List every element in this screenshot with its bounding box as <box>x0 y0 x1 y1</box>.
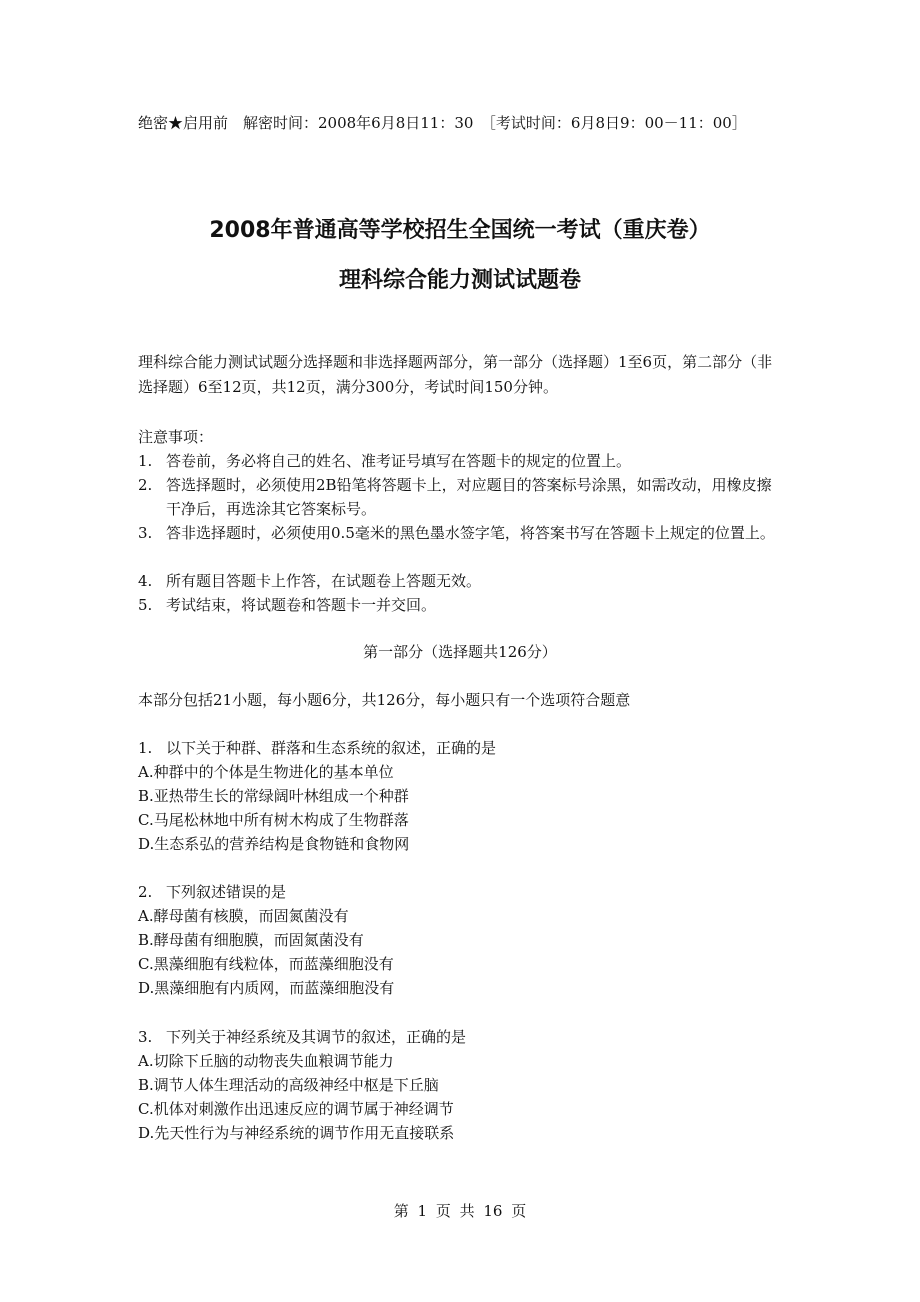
note-text: 答卷前，务必将自己的姓名、准考证号填写在答题卡的规定的位置上。 <box>166 452 632 470</box>
note-number: 5. <box>138 596 153 614</box>
question-2 <box>138 880 784 1000</box>
exam-intro: 理科综合能力测试试题分选择题和非选择题两部分，第一部分（选择题）1至6页，第二部分（非选择题）6至12页，共12页，满分300分，考试时间150分钟。 <box>138 353 773 396</box>
exam-title: 2008年普通高等学校招生全国统一考试（重庆卷） <box>209 218 711 243</box>
note-text: 答选择题时，必须使用2B铅笔将答题卡上，对应题目的答案标号涂黑，如需改动，用橡皮擦干净后，再选涂其它答案标号。 <box>166 476 772 518</box>
note-item <box>138 473 784 521</box>
part1-heading: 第一部分（选择题共126分） <box>363 643 557 661</box>
note-item <box>138 449 784 473</box>
option-b: B.酵母菌有细胞膜，而固氮菌没有 <box>138 931 364 949</box>
page-footer: 第 1 页 共 16 页 <box>393 1202 527 1220</box>
question-number: 1. <box>138 739 153 757</box>
note-item <box>138 521 784 545</box>
part1-description: 本部分包括21小题，每小题6分，共126分，每小题只有一个选项符合题意 <box>138 691 631 709</box>
question-number: 2. <box>138 883 153 901</box>
question-number: 3. <box>138 1028 153 1046</box>
note-text: 考试结束，将试题卷和答题卡一并交回。 <box>166 596 437 614</box>
option-d: D.黑藻细胞有内质网，而蓝藻细胞没有 <box>138 979 395 997</box>
question-1 <box>138 736 784 856</box>
note-number: 1. <box>138 452 153 470</box>
option-a: A.酵母菌有核膜，而固氮菌没有 <box>138 907 349 925</box>
option-d: D.先天性行为与神经系统的调节作用无直接联系 <box>138 1124 455 1142</box>
question-text: 下列叙述错误的是 <box>166 883 287 901</box>
note-number: 2. <box>138 476 153 494</box>
exam-subtitle: 理科综合能力测试试题卷 <box>338 268 581 293</box>
option-c: C.黑藻细胞有线粒体，而蓝藻细胞没有 <box>138 955 394 973</box>
option-c: C.机体对刺激作出迅速反应的调节属于神经调节 <box>138 1100 454 1118</box>
question-stem <box>138 880 784 904</box>
note-item <box>138 569 784 593</box>
note-text: 所有题目答题卡上作答，在试题卷上答题无效。 <box>166 572 482 590</box>
note-item <box>138 593 784 617</box>
question-3 <box>138 1025 784 1145</box>
option-a: A.种群中的个体是生物进化的基本单位 <box>138 763 394 781</box>
question-stem <box>138 1025 784 1049</box>
note-number: 4. <box>138 572 153 590</box>
option-b: B.亚热带生长的常绿阔叶林组成一个种群 <box>138 787 409 805</box>
confidential-header: 绝密★启用前 解密时间：2008年6月8日11：30 ［考试时间：6月8日9：00－11：00］ <box>138 114 747 132</box>
option-b: B.调节人体生理活动的高级神经中枢是下丘脑 <box>138 1076 439 1094</box>
option-a: A.切除下丘脑的动物丧失血粮调节能力 <box>138 1052 394 1070</box>
option-d: D.生态系弘的营养结构是食物链和食物网 <box>138 835 410 853</box>
notes-heading: 注意事项： <box>138 428 214 446</box>
question-stem <box>138 736 784 760</box>
note-number: 3. <box>138 524 153 542</box>
option-c: C.马尾松林地中所有树木构成了生物群落 <box>138 811 409 829</box>
question-text: 下列关于神经系统及其调节的叙述，正确的是 <box>166 1028 467 1046</box>
note-text: 答非选择题时，必须使用0.5毫米的黑色墨水签字笔，将答案书写在答题卡上规定的位置上。 <box>166 524 775 542</box>
question-text: 以下关于种群、群落和生态系统的叙述，正确的是 <box>166 739 497 757</box>
